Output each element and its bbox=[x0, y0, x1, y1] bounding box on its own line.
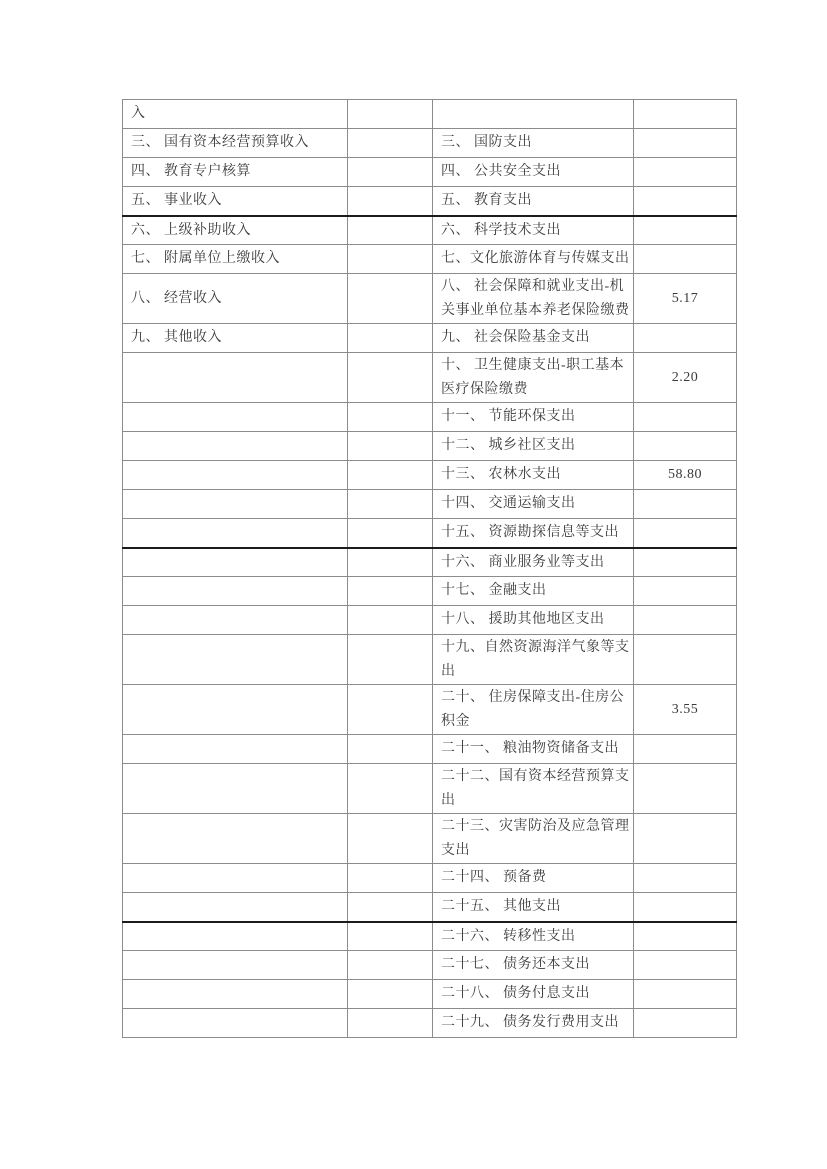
income-value-cell bbox=[348, 606, 433, 635]
expense-item-cell: 十三、 农林水支出 bbox=[433, 461, 634, 490]
expense-item-cell: 二十、 住房保障支出-住房公积金 bbox=[433, 685, 634, 735]
table-row bbox=[123, 324, 737, 353]
income-item-cell: 六、 上级补助收入 bbox=[123, 216, 348, 245]
income-item-cell bbox=[123, 951, 348, 980]
income-item-cell bbox=[123, 764, 348, 814]
expense-value-cell bbox=[634, 922, 737, 951]
expense-item-cell: 八、 社会保障和就业支出-机关事业单位基本养老保险缴费 bbox=[433, 274, 634, 324]
table-row bbox=[123, 635, 737, 685]
income-value-cell bbox=[348, 187, 433, 216]
expense-value-cell bbox=[634, 764, 737, 814]
expense-item-cell: 十七、 金融支出 bbox=[433, 577, 634, 606]
table-row bbox=[123, 577, 737, 606]
table-row bbox=[123, 519, 737, 548]
expense-item-cell: 二十六、 转移性支出 bbox=[433, 922, 634, 951]
income-value-cell bbox=[348, 635, 433, 685]
table-row bbox=[123, 980, 737, 1009]
table-row bbox=[123, 461, 737, 490]
income-item-cell: 入 bbox=[123, 100, 348, 129]
expense-value-cell bbox=[634, 403, 737, 432]
income-value-cell bbox=[348, 158, 433, 187]
expense-item-cell: 二十九、 债务发行费用支出 bbox=[433, 1009, 634, 1038]
table-row bbox=[123, 606, 737, 635]
income-value-cell bbox=[348, 461, 433, 490]
income-item-cell bbox=[123, 893, 348, 922]
expense-item-cell: 十六、 商业服务业等支出 bbox=[433, 548, 634, 577]
expense-value-cell bbox=[634, 187, 737, 216]
income-value-cell bbox=[348, 519, 433, 548]
table-row bbox=[123, 100, 737, 129]
expense-value-cell bbox=[634, 548, 737, 577]
table-row bbox=[123, 216, 737, 245]
budget-table bbox=[122, 99, 737, 1038]
table-row bbox=[123, 245, 737, 274]
income-value-cell bbox=[348, 577, 433, 606]
income-value-cell bbox=[348, 324, 433, 353]
expense-value-cell bbox=[634, 893, 737, 922]
income-item-cell: 三、 国有资本经营预算收入 bbox=[123, 129, 348, 158]
expense-item-cell: 十四、 交通运输支出 bbox=[433, 490, 634, 519]
table-row bbox=[123, 685, 737, 735]
expense-item-cell: 七、文化旅游体育与传媒支出 bbox=[433, 245, 634, 274]
income-value-cell bbox=[348, 814, 433, 864]
budget-table-body bbox=[123, 100, 737, 1038]
expense-item-cell: 六、 科学技术支出 bbox=[433, 216, 634, 245]
income-item-cell bbox=[123, 461, 348, 490]
expense-item-cell bbox=[433, 100, 634, 129]
income-item-cell bbox=[123, 490, 348, 519]
expense-item-cell: 四、 公共安全支出 bbox=[433, 158, 634, 187]
expense-item-cell: 二十五、 其他支出 bbox=[433, 893, 634, 922]
expense-value-cell bbox=[634, 158, 737, 187]
income-value-cell bbox=[348, 735, 433, 764]
table-row bbox=[123, 432, 737, 461]
income-item-cell bbox=[123, 606, 348, 635]
table-row bbox=[123, 187, 737, 216]
expense-item-cell: 十二、 城乡社区支出 bbox=[433, 432, 634, 461]
expense-value-cell bbox=[634, 814, 737, 864]
table-row bbox=[123, 814, 737, 864]
income-value-cell bbox=[348, 274, 433, 324]
income-item-cell bbox=[123, 685, 348, 735]
income-item-cell bbox=[123, 635, 348, 685]
income-item-cell bbox=[123, 548, 348, 577]
table-row bbox=[123, 353, 737, 403]
expense-value-cell bbox=[634, 735, 737, 764]
income-item-cell bbox=[123, 864, 348, 893]
income-item-cell bbox=[123, 353, 348, 403]
income-item-cell bbox=[123, 577, 348, 606]
income-value-cell bbox=[348, 1009, 433, 1038]
income-value-cell bbox=[348, 403, 433, 432]
income-value-cell bbox=[348, 548, 433, 577]
income-value-cell bbox=[348, 216, 433, 245]
expense-value-cell bbox=[634, 577, 737, 606]
income-value-cell bbox=[348, 893, 433, 922]
income-value-cell bbox=[348, 432, 433, 461]
table-row bbox=[123, 1009, 737, 1038]
table-row bbox=[123, 548, 737, 577]
table-row bbox=[123, 922, 737, 951]
table-row bbox=[123, 129, 737, 158]
expense-value-cell bbox=[634, 129, 737, 158]
expense-item-cell: 二十一、 粮油物资储备支出 bbox=[433, 735, 634, 764]
table-row bbox=[123, 864, 737, 893]
expense-item-cell: 十五、 资源勘探信息等支出 bbox=[433, 519, 634, 548]
expense-item-cell: 二十二、国有资本经营预算支出 bbox=[433, 764, 634, 814]
income-value-cell bbox=[348, 100, 433, 129]
income-item-cell: 四、 教育专户核算 bbox=[123, 158, 348, 187]
income-item-cell bbox=[123, 403, 348, 432]
expense-item-cell: 九、 社会保险基金支出 bbox=[433, 324, 634, 353]
income-item-cell bbox=[123, 922, 348, 951]
table-row bbox=[123, 274, 737, 324]
expense-value-cell bbox=[634, 519, 737, 548]
expense-value-cell: 5.17 bbox=[634, 274, 737, 324]
table-row bbox=[123, 403, 737, 432]
expense-value-cell bbox=[634, 951, 737, 980]
income-value-cell bbox=[348, 353, 433, 403]
expense-value-cell bbox=[634, 100, 737, 129]
expense-item-cell: 二十七、 债务还本支出 bbox=[433, 951, 634, 980]
expense-value-cell bbox=[634, 635, 737, 685]
expense-value-cell bbox=[634, 324, 737, 353]
income-item-cell: 七、 附属单位上缴收入 bbox=[123, 245, 348, 274]
expense-value-cell bbox=[634, 432, 737, 461]
table-row bbox=[123, 951, 737, 980]
expense-value-cell bbox=[634, 606, 737, 635]
table-row bbox=[123, 158, 737, 187]
income-item-cell: 五、 事业收入 bbox=[123, 187, 348, 216]
income-item-cell bbox=[123, 432, 348, 461]
income-item-cell: 八、 经营收入 bbox=[123, 274, 348, 324]
table-row bbox=[123, 490, 737, 519]
income-value-cell bbox=[348, 980, 433, 1009]
income-item-cell bbox=[123, 1009, 348, 1038]
income-item-cell bbox=[123, 735, 348, 764]
income-item-cell bbox=[123, 980, 348, 1009]
income-value-cell bbox=[348, 922, 433, 951]
income-value-cell bbox=[348, 951, 433, 980]
expense-item-cell: 五、 教育支出 bbox=[433, 187, 634, 216]
income-value-cell bbox=[348, 685, 433, 735]
expense-item-cell: 三、 国防支出 bbox=[433, 129, 634, 158]
table-row bbox=[123, 764, 737, 814]
expense-item-cell: 十九、自然资源海洋气象等支出 bbox=[433, 635, 634, 685]
income-item-cell: 九、 其他收入 bbox=[123, 324, 348, 353]
expense-value-cell bbox=[634, 980, 737, 1009]
expense-item-cell: 十、 卫生健康支出-职工基本医疗保险缴费 bbox=[433, 353, 634, 403]
expense-item-cell: 二十三、灾害防治及应急管理支出 bbox=[433, 814, 634, 864]
expense-item-cell: 十八、 援助其他地区支出 bbox=[433, 606, 634, 635]
expense-item-cell: 二十四、 预备费 bbox=[433, 864, 634, 893]
expense-value-cell bbox=[634, 490, 737, 519]
expense-value-cell: 58.80 bbox=[634, 461, 737, 490]
income-item-cell bbox=[123, 519, 348, 548]
expense-value-cell bbox=[634, 864, 737, 893]
expense-value-cell bbox=[634, 1009, 737, 1038]
expense-value-cell bbox=[634, 216, 737, 245]
expense-item-cell: 十一、 节能环保支出 bbox=[433, 403, 634, 432]
table-row bbox=[123, 893, 737, 922]
income-value-cell bbox=[348, 129, 433, 158]
income-value-cell bbox=[348, 490, 433, 519]
expense-value-cell: 2.20 bbox=[634, 353, 737, 403]
expense-value-cell bbox=[634, 245, 737, 274]
expense-value-cell: 3.55 bbox=[634, 685, 737, 735]
income-item-cell bbox=[123, 814, 348, 864]
income-value-cell bbox=[348, 864, 433, 893]
table-row bbox=[123, 735, 737, 764]
income-value-cell bbox=[348, 245, 433, 274]
expense-item-cell: 二十八、 债务付息支出 bbox=[433, 980, 634, 1009]
income-value-cell bbox=[348, 764, 433, 814]
